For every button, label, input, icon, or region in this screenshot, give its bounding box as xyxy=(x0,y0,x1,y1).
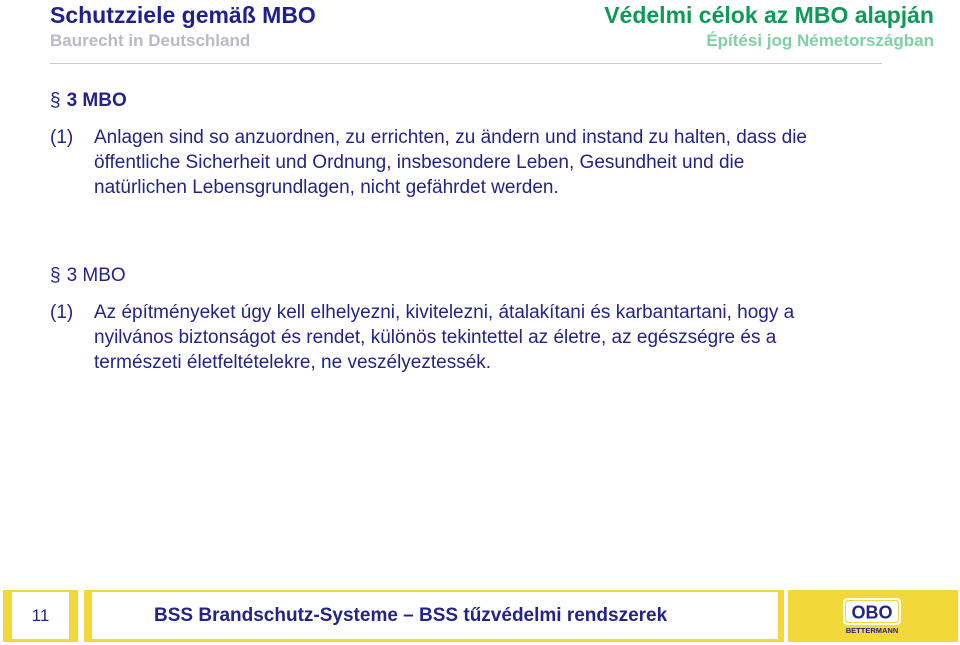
page-number: 11 xyxy=(12,592,69,639)
footer xyxy=(0,590,960,645)
item-number: (1) xyxy=(50,127,74,148)
item-text: Anlagen sind so anzuordnen, zu errichten, zu ändern und instand zu halten, dass die öffentliche Sicherheit und Ordnung, insbesondere Leben, Gesundheit und die natürlichen Lebensgrundlagen, nicht gefährdet werden. xyxy=(94,127,807,198)
footer-band xyxy=(84,590,784,642)
header-subtitle-hu: Építési jog Németországban xyxy=(706,31,934,50)
obo-logo xyxy=(788,590,958,642)
header-right xyxy=(604,0,934,52)
section-heading-text: 3 MBO xyxy=(66,265,126,286)
section-heading-text: 3 MBO xyxy=(66,90,127,111)
header-title-de: Schutzziele gemäß MBO xyxy=(50,2,316,28)
section-heading-de xyxy=(50,89,834,113)
header-left xyxy=(50,0,316,52)
footer-company-text: BSS Brandschutz-Systeme – BSS tűzvédelmi rendszerek xyxy=(92,592,778,639)
section-heading-hu xyxy=(50,264,834,288)
section-hungarian xyxy=(50,264,834,375)
list-item xyxy=(50,125,834,200)
item-number: (1) xyxy=(50,302,74,323)
header-title-hu: Védelmi célok az MBO alapján xyxy=(604,2,934,28)
item-text: Az építményeket úgy kell elhelyezni, kivitelezni, átalakítani és karbantartani, hogy a nyilvános biztonságot és rendet, különös tekintettel az életre, az egészségre és a természeti életfeltételekre, ne veszélyeztessék. xyxy=(94,302,795,373)
logo-text: OBO xyxy=(851,602,893,623)
paragraph-symbol: § xyxy=(50,90,61,111)
obo-logo-icon xyxy=(843,598,901,636)
page-number-box xyxy=(3,590,78,642)
header-divider xyxy=(50,63,882,64)
paragraph-symbol: § xyxy=(50,265,61,286)
list-item xyxy=(50,300,834,375)
header-subtitle-de: Baurecht in Deutschland xyxy=(50,31,251,50)
logo-subtext: BETTERMANN xyxy=(845,626,899,635)
section-german xyxy=(50,89,834,200)
